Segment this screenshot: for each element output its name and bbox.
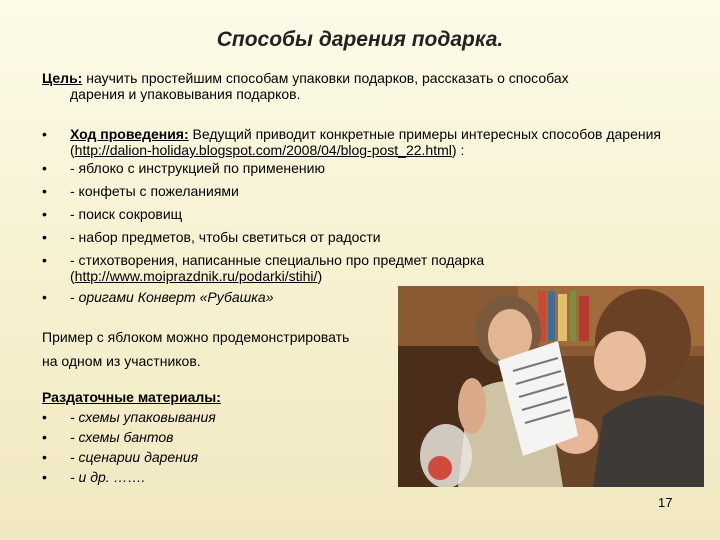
list-item-text: - яблоко с инструкцией по применению (70, 160, 325, 176)
bullet-icon: • (42, 289, 47, 305)
goal-text-line2: дарения и упаковывания подарков. (70, 86, 301, 102)
procedure-link[interactable]: http://dalion-holiday.blogspot.com/2008/04/blog-post_22.html (74, 142, 452, 158)
handout-text: - и др. ……. (70, 469, 146, 485)
list-item-poems (42, 252, 702, 284)
poems-link-close: ) (317, 268, 323, 284)
example-paragraph (42, 325, 402, 373)
goal-paragraph (42, 70, 682, 102)
page-number: 17 (658, 495, 673, 510)
list-item (42, 407, 216, 427)
list-item (42, 467, 216, 487)
procedure-label: Ход проведения: (70, 126, 189, 142)
photo-gift-presentation (398, 286, 704, 487)
list-item-text: - конфеты с пожеланиями (70, 183, 239, 199)
list-item (42, 160, 702, 176)
bullet-icon: • (42, 469, 47, 485)
goal-label: Цель: (42, 70, 83, 86)
list-item (42, 183, 702, 199)
bullet-icon: • (42, 160, 47, 176)
goal-text-line1: научить простейшим способам упаковки подарков, рассказать о способах (82, 70, 569, 86)
list-item (42, 229, 702, 245)
list-item-procedure (42, 126, 702, 158)
handouts-title: Раздаточные материалы: (42, 389, 221, 405)
poems-text: - стихотворения, написанные специально про предмет подарка (70, 252, 485, 268)
example-line1: Пример с яблоком можно продемонстрировать (42, 329, 350, 345)
photo-illustration (398, 286, 704, 487)
procedure-suffix: ) : (451, 142, 465, 158)
procedure-text: Ведущий приводит конкретные примеры интересных способов дарения ( (70, 126, 662, 158)
bullet-icon: • (42, 252, 47, 268)
handout-text: - схемы упаковывания (70, 409, 216, 425)
bullet-icon: • (42, 409, 47, 425)
handout-text: - схемы бантов (70, 429, 174, 445)
procedure-list (42, 126, 702, 312)
list-item (42, 427, 216, 447)
bullet-icon: • (42, 126, 47, 142)
poems-link-open: ( (70, 268, 75, 284)
bullet-icon: • (42, 449, 47, 465)
list-item (42, 447, 216, 467)
bullet-icon: • (42, 429, 47, 445)
origami-prefix: - (70, 289, 79, 305)
bullet-icon: • (42, 229, 47, 245)
bullet-icon: • (42, 183, 47, 199)
bullet-icon: • (42, 206, 47, 222)
handout-text: - сценарии дарения (70, 449, 199, 465)
origami-text: оригами Конверт «Рубашка» (78, 289, 274, 305)
handouts-list (42, 407, 216, 487)
example-line2: на одном из участников. (42, 353, 201, 369)
poems-link[interactable]: http://www.moiprazdnik.ru/podarki/stihi/ (74, 268, 318, 284)
list-item-text: - поиск сокровищ (70, 206, 183, 222)
slide-title: Способы дарения подарка. (216, 28, 504, 51)
list-item-text: - набор предметов, чтобы светиться от радости (70, 229, 381, 245)
list-item (42, 206, 702, 222)
